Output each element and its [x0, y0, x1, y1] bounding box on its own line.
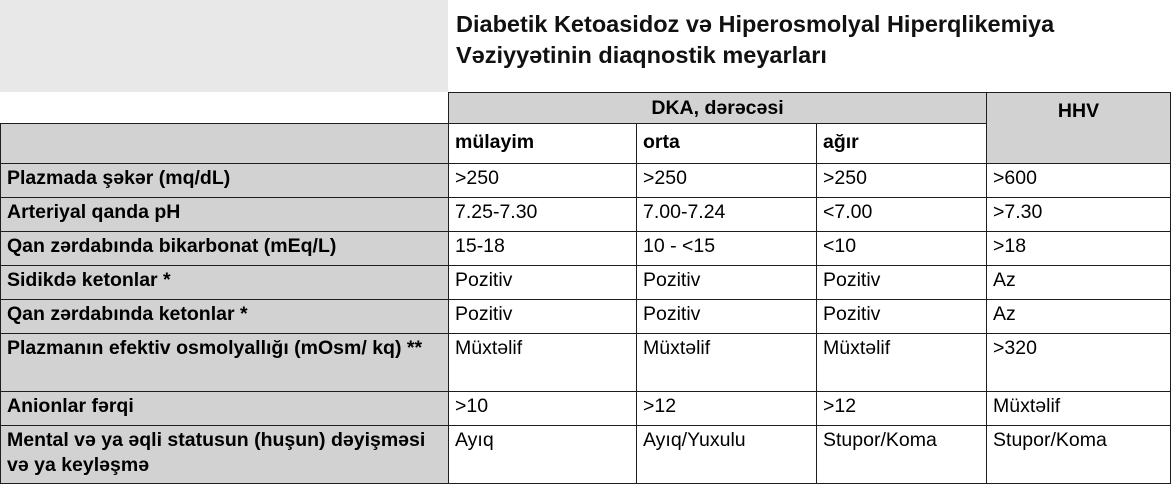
table-row [1, 334, 1171, 392]
row-label: Plazmanın efektiv osmolyallığı (mOsm/ kq) ** [1, 334, 449, 392]
cell-severe: Pozitiv [817, 266, 987, 300]
row-label: Qan zərdabında ketonlar * [1, 300, 449, 334]
row-label: Plazmada şəkər (mq/dL) [1, 164, 449, 198]
table-row [1, 300, 1171, 334]
row-label: Mental və ya əqli statusun (huşun) dəyişməsi və ya keyləşmə [1, 426, 449, 484]
cell-severe: Stupor/Koma [817, 426, 987, 484]
row-label: Arteriyal qanda pH [1, 198, 449, 232]
cell-severe: >12 [817, 392, 987, 426]
header-row-top [1, 93, 1171, 124]
cell-hhv: Az [987, 300, 1171, 334]
cell-moderate: 7.00-7.24 [637, 198, 817, 232]
cell-moderate: Müxtəlif [637, 334, 817, 392]
level-severe-header: ağır [817, 124, 987, 164]
cell-moderate: Pozitiv [637, 266, 817, 300]
table-row [1, 426, 1171, 484]
cell-mild: Müxtəlif [449, 334, 637, 392]
table-row [1, 232, 1171, 266]
cell-mild: Ayıq [449, 426, 637, 484]
cell-mild: Pozitiv [449, 266, 637, 300]
cell-hhv: Stupor/Koma [987, 426, 1171, 484]
cell-hhv: Az [987, 266, 1171, 300]
cell-severe: >250 [817, 164, 987, 198]
cell-severe: <10 [817, 232, 987, 266]
cell-moderate: >12 [637, 392, 817, 426]
cell-moderate: >250 [637, 164, 817, 198]
level-moderate-header: orta [637, 124, 817, 164]
table-row [1, 392, 1171, 426]
table-row [1, 198, 1171, 232]
cell-hhv: >18 [987, 232, 1171, 266]
cell-hhv: >320 [987, 334, 1171, 392]
dka-group-header: DKA, dərəcəsi [449, 93, 987, 124]
table-row [1, 266, 1171, 300]
row-label: Qan zərdabında bikarbonat (mEq/L) [1, 232, 449, 266]
cell-mild: 7.25-7.30 [449, 198, 637, 232]
hhv-header: HHV [987, 93, 1171, 164]
level-mild-header: mülayim [449, 124, 637, 164]
cell-severe: Pozitiv [817, 300, 987, 334]
row-label: Sidikdə ketonlar * [1, 266, 449, 300]
corner-cell [1, 93, 449, 124]
row-label: Anionlar fərqi [1, 392, 449, 426]
cell-hhv: >600 [987, 164, 1171, 198]
cell-moderate: Ayıq/Yuxulu [637, 426, 817, 484]
table-row [1, 164, 1171, 198]
cell-hhv: Müxtəlif [987, 392, 1171, 426]
cell-mild: >10 [449, 392, 637, 426]
label-header-cell [1, 124, 449, 164]
corner-block [0, 0, 448, 92]
cell-moderate: Pozitiv [637, 300, 817, 334]
cell-moderate: 10 - <15 [637, 232, 817, 266]
cell-hhv: >7.30 [987, 198, 1171, 232]
cell-mild: 15-18 [449, 232, 637, 266]
cell-mild: Pozitiv [449, 300, 637, 334]
table-title: Diabetik Ketoasidoz və Hiperosmolyal Hiperqlikemiya Vəziyyətinin diaqnostik meyarları [456, 11, 1055, 68]
diagnostic-criteria-table [0, 92, 1171, 484]
cell-severe: Müxtəlif [817, 334, 987, 392]
cell-mild: >250 [449, 164, 637, 198]
cell-severe: <7.00 [817, 198, 987, 232]
